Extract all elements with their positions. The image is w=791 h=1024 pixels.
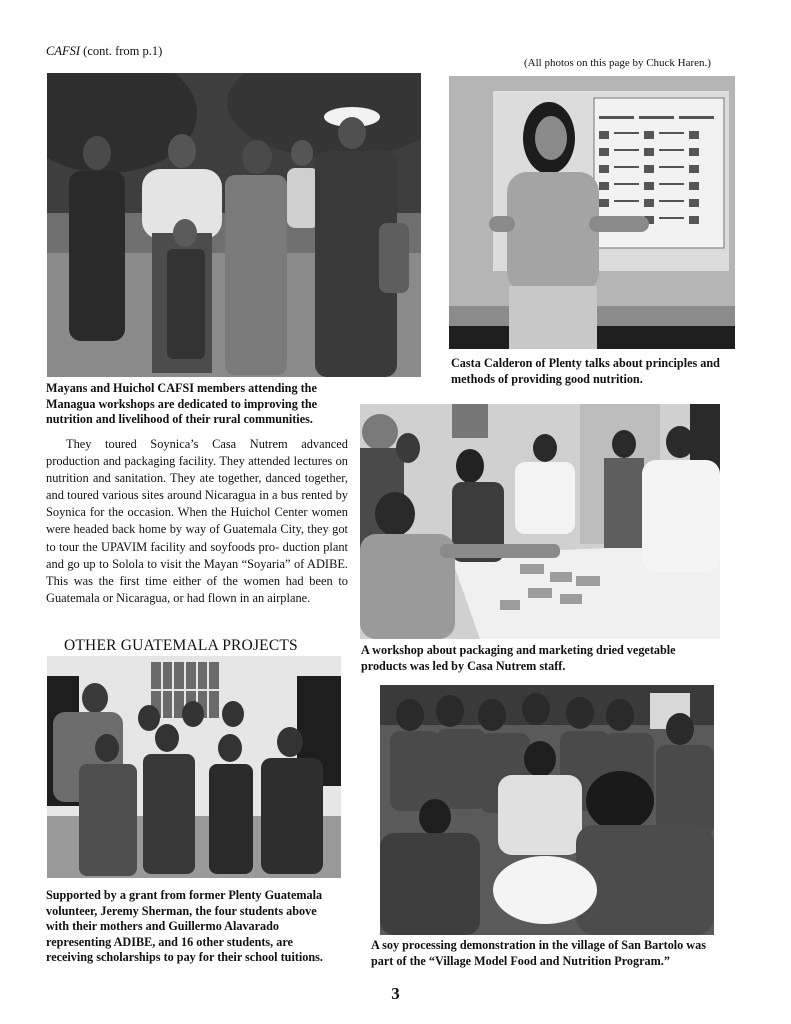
publication-title: CAFSI — [46, 44, 81, 58]
body-line: lectures on nutrition and sanitation. They ate — [46, 454, 348, 486]
article-paragraph — [46, 436, 348, 607]
caption-line: products was led by Casa Nutrem staff. — [361, 658, 566, 673]
students-group-caption — [46, 888, 356, 966]
nutrition-talk-caption — [451, 356, 751, 387]
body-line: “Soyaria” of ADIBE. This was the first time either of — [46, 556, 348, 588]
soy-demo-caption — [371, 938, 751, 969]
packaging-workshop-caption — [361, 643, 731, 674]
body-line: the women had been to Guatemala or Nicaragua, or — [46, 573, 348, 605]
caption-line: Supported by a grant from former Plenty Guatemala — [46, 888, 323, 902]
students-group-photo — [47, 656, 341, 878]
section-heading: OTHER GUATEMALA PROJECTS — [64, 637, 298, 654]
photo-credit: (All photos on this page by Chuck Haren.) — [524, 57, 711, 69]
caption-line: A soy processing demonstration in the village of San Bartolo was — [371, 938, 706, 952]
caption-line: A workshop about packaging and marketing dried vegetable — [361, 643, 676, 657]
caption-line: with their mothers and Guillermo Alavarado — [46, 919, 280, 934]
caption-line: part of the “Village Model Food and Nutrition Program.” — [371, 953, 670, 968]
body-line: together, danced together, and toured various sites — [46, 471, 348, 503]
caption-line: methods of providing good nutrition. — [451, 371, 643, 386]
running-header — [46, 44, 162, 59]
body-line: duction plant and go up to Solola to visit the Mayan — [46, 539, 348, 571]
body-line: headed back home by way of Guatemala City, they — [73, 522, 329, 537]
packaging-workshop-photo — [360, 404, 720, 639]
nutrition-talk-photo — [449, 76, 735, 349]
caption-line: volunteer, Jeremy Sherman, the four students above — [46, 903, 317, 918]
caption-line: Managua workshops are dedicated to improving the — [46, 396, 318, 411]
body-line: occasion. When the Huichol Center women were — [46, 505, 348, 537]
body-line: They toured Soynica’s Casa Nutrem advanced — [66, 437, 348, 451]
body-line: got to tour the UPAVIM facility and soyfoods pro- — [46, 522, 348, 554]
body-line: had flown in an airplane. — [186, 590, 311, 605]
article-body — [46, 436, 348, 607]
members-group-photo — [47, 73, 421, 377]
caption-line: receiving scholarships to pay for their school tuitions. — [46, 950, 323, 965]
caption-line: Casta Calderon of Plenty talks about principles and — [451, 356, 720, 370]
body-line: around Nicaragua in a bus rented by Soynica for the — [46, 488, 348, 520]
caption-line: representing ADIBE, and 16 other students, are — [46, 934, 293, 949]
soy-demo-photo — [380, 685, 714, 935]
caption-line: nutrition and livelihood of their rural communities. — [46, 412, 313, 427]
caption-line: Mayans and Huichol CAFSI members attending the — [46, 381, 317, 395]
body-line: production and packaging facility. They attended — [46, 454, 291, 469]
continuation-note: (cont. from p.1) — [80, 44, 163, 58]
members-group-caption — [46, 381, 366, 428]
page-number: 3 — [391, 984, 400, 1003]
